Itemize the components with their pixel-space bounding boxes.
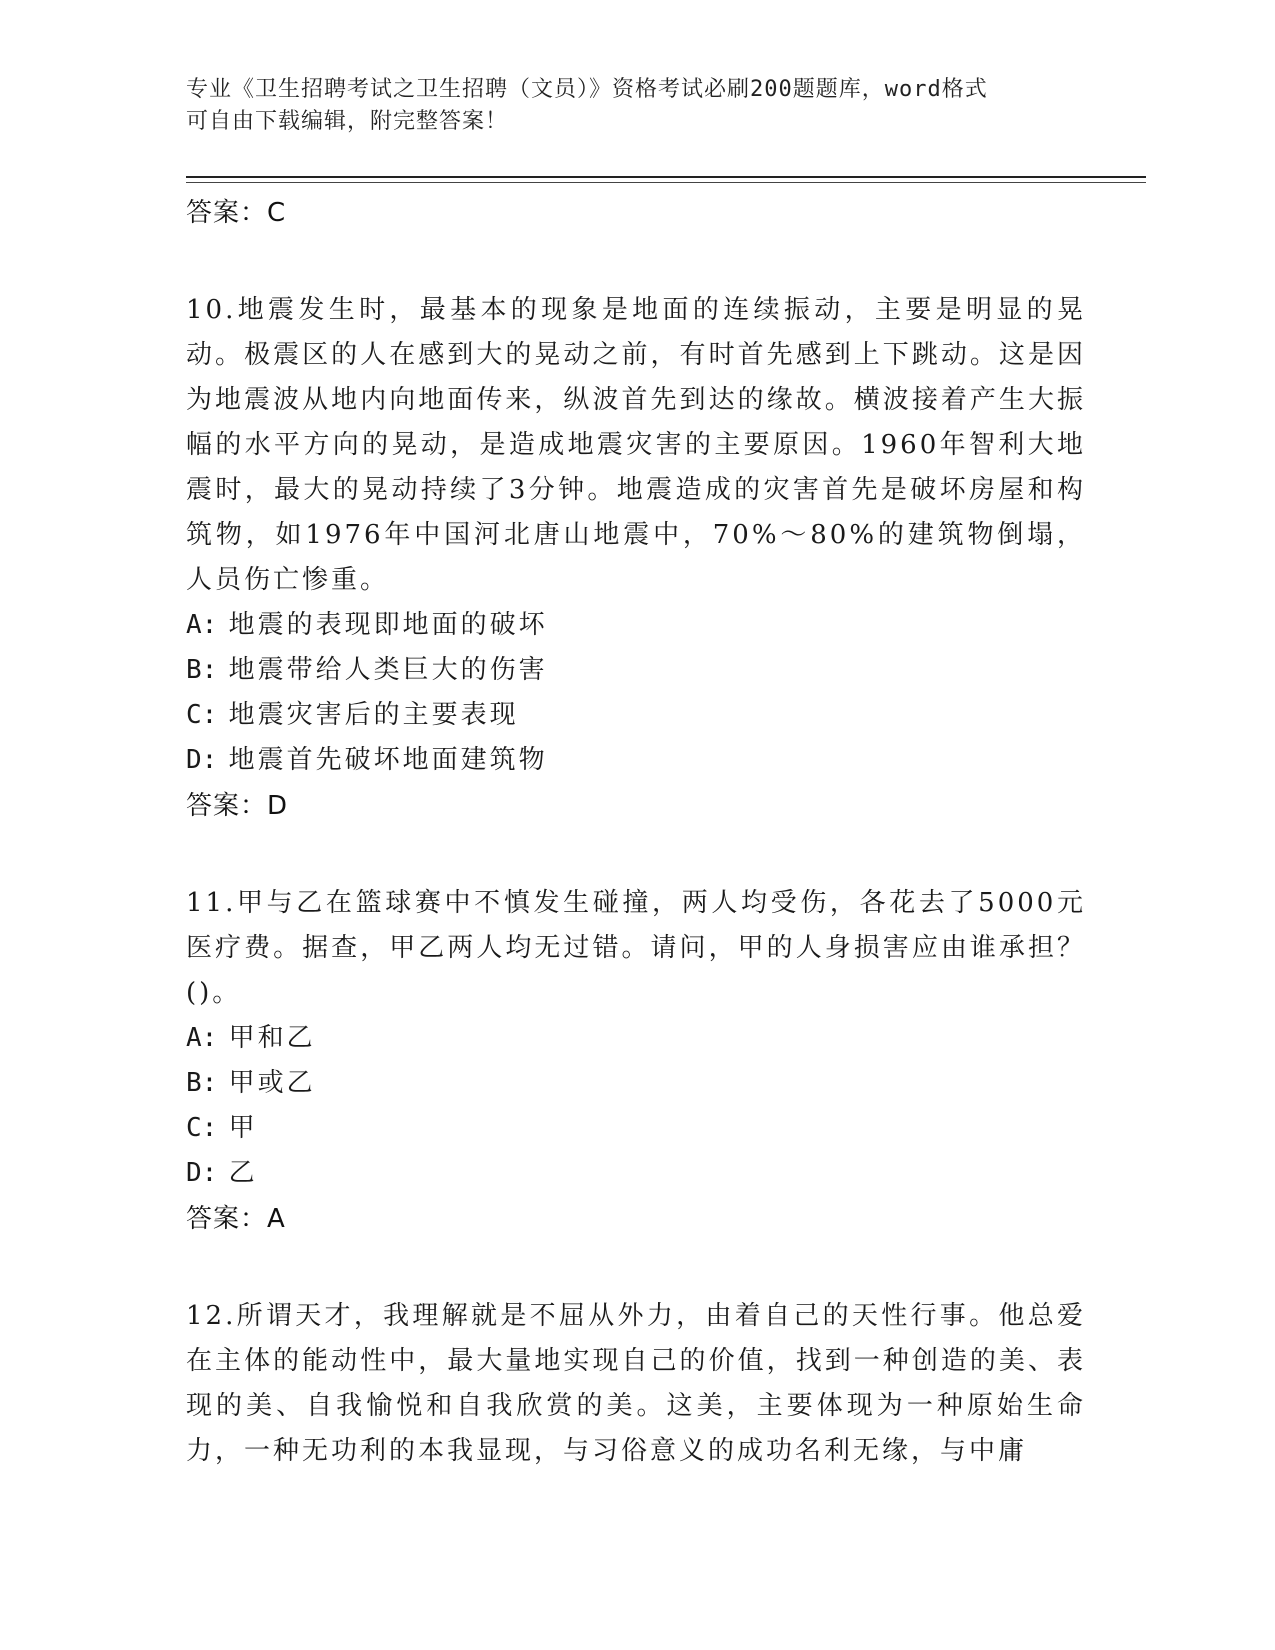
option-b [186, 648, 1086, 693]
option-a [186, 603, 1086, 648]
option-letter: A: [186, 1023, 218, 1053]
question-text: 10.地震发生时，最基本的现象是地面的连续振动，主要是明显的晃动。极震区的人在感到大的晃动之前，有时首先感到上下跳动。这是因为地震波从地内向地面传来，纵波首先到达的缘故。横波接着产生大振幅的水平方向的晃动，是造成地震灾害的主要原因。1960年智利大地震时，最大的晃动持续了3分钟。地震造成的灾害首先是破坏房屋和构筑物，如1976年中国河北唐山地震中，70%～80%的建筑物倒塌，人员伤亡惨重。 [186, 295, 1086, 595]
option-letter: A: [186, 610, 218, 640]
option-text: 乙 [228, 1158, 258, 1188]
option-c [186, 1106, 1086, 1151]
answer-line: 答案：D [186, 791, 289, 821]
header-divider-thick [186, 176, 1146, 178]
option-letter: D: [186, 1158, 218, 1188]
option-d [186, 1151, 1086, 1196]
option-letter: B: [186, 655, 218, 685]
option-text: 地震带给人类巨大的伤害 [228, 655, 548, 685]
option-letter: D: [186, 745, 218, 775]
option-text: 地震灾害后的主要表现 [228, 700, 519, 730]
option-text: 地震首先破坏地面建筑物 [228, 745, 548, 775]
document-header [186, 74, 1066, 138]
option-letter: B: [186, 1068, 218, 1098]
option-c [186, 693, 1086, 738]
option-text: 甲 [228, 1113, 258, 1143]
option-d [186, 738, 1086, 783]
question-12 [186, 1294, 1086, 1474]
option-a [186, 1016, 1086, 1061]
option-letter: C: [186, 1113, 218, 1143]
question-11 [186, 881, 1086, 1242]
answer-line: 答案：C [186, 198, 287, 228]
option-text: 甲和乙 [228, 1023, 316, 1053]
header-title-line-2: 可自由下载编辑，附完整答案！ [186, 109, 509, 134]
answer-line: 答案：A [186, 1204, 286, 1234]
header-divider-thin [186, 182, 1146, 183]
option-text: 甲或乙 [228, 1068, 316, 1098]
document-body [186, 186, 1086, 1474]
option-b [186, 1061, 1086, 1106]
question-text: 11.甲与乙在篮球赛中不慎发生碰撞，两人均受伤，各花去了5000元医疗费。据查，甲乙两人均无过错。请问，甲的人身损害应由谁承担？()。 [186, 888, 1086, 1008]
question-text: 12.所谓天才，我理解就是不屈从外力，由着自己的天性行事。他总爱在主体的能动性中，最大量地实现自己的价值，找到一种创造的美、表现的美、自我愉悦和自我欣赏的美。这美，主要体现为一种原始生命力，一种无功利的本我显现，与习俗意义的成功名利无缘，与中庸 [186, 1301, 1086, 1466]
option-letter: C: [186, 700, 218, 730]
question-10 [186, 288, 1086, 829]
option-text: 地震的表现即地面的破坏 [228, 610, 548, 640]
header-title-line-1: 专业《卫生招聘考试之卫生招聘（文员）》资格考试必刷200题题库，word格式 [186, 77, 988, 102]
